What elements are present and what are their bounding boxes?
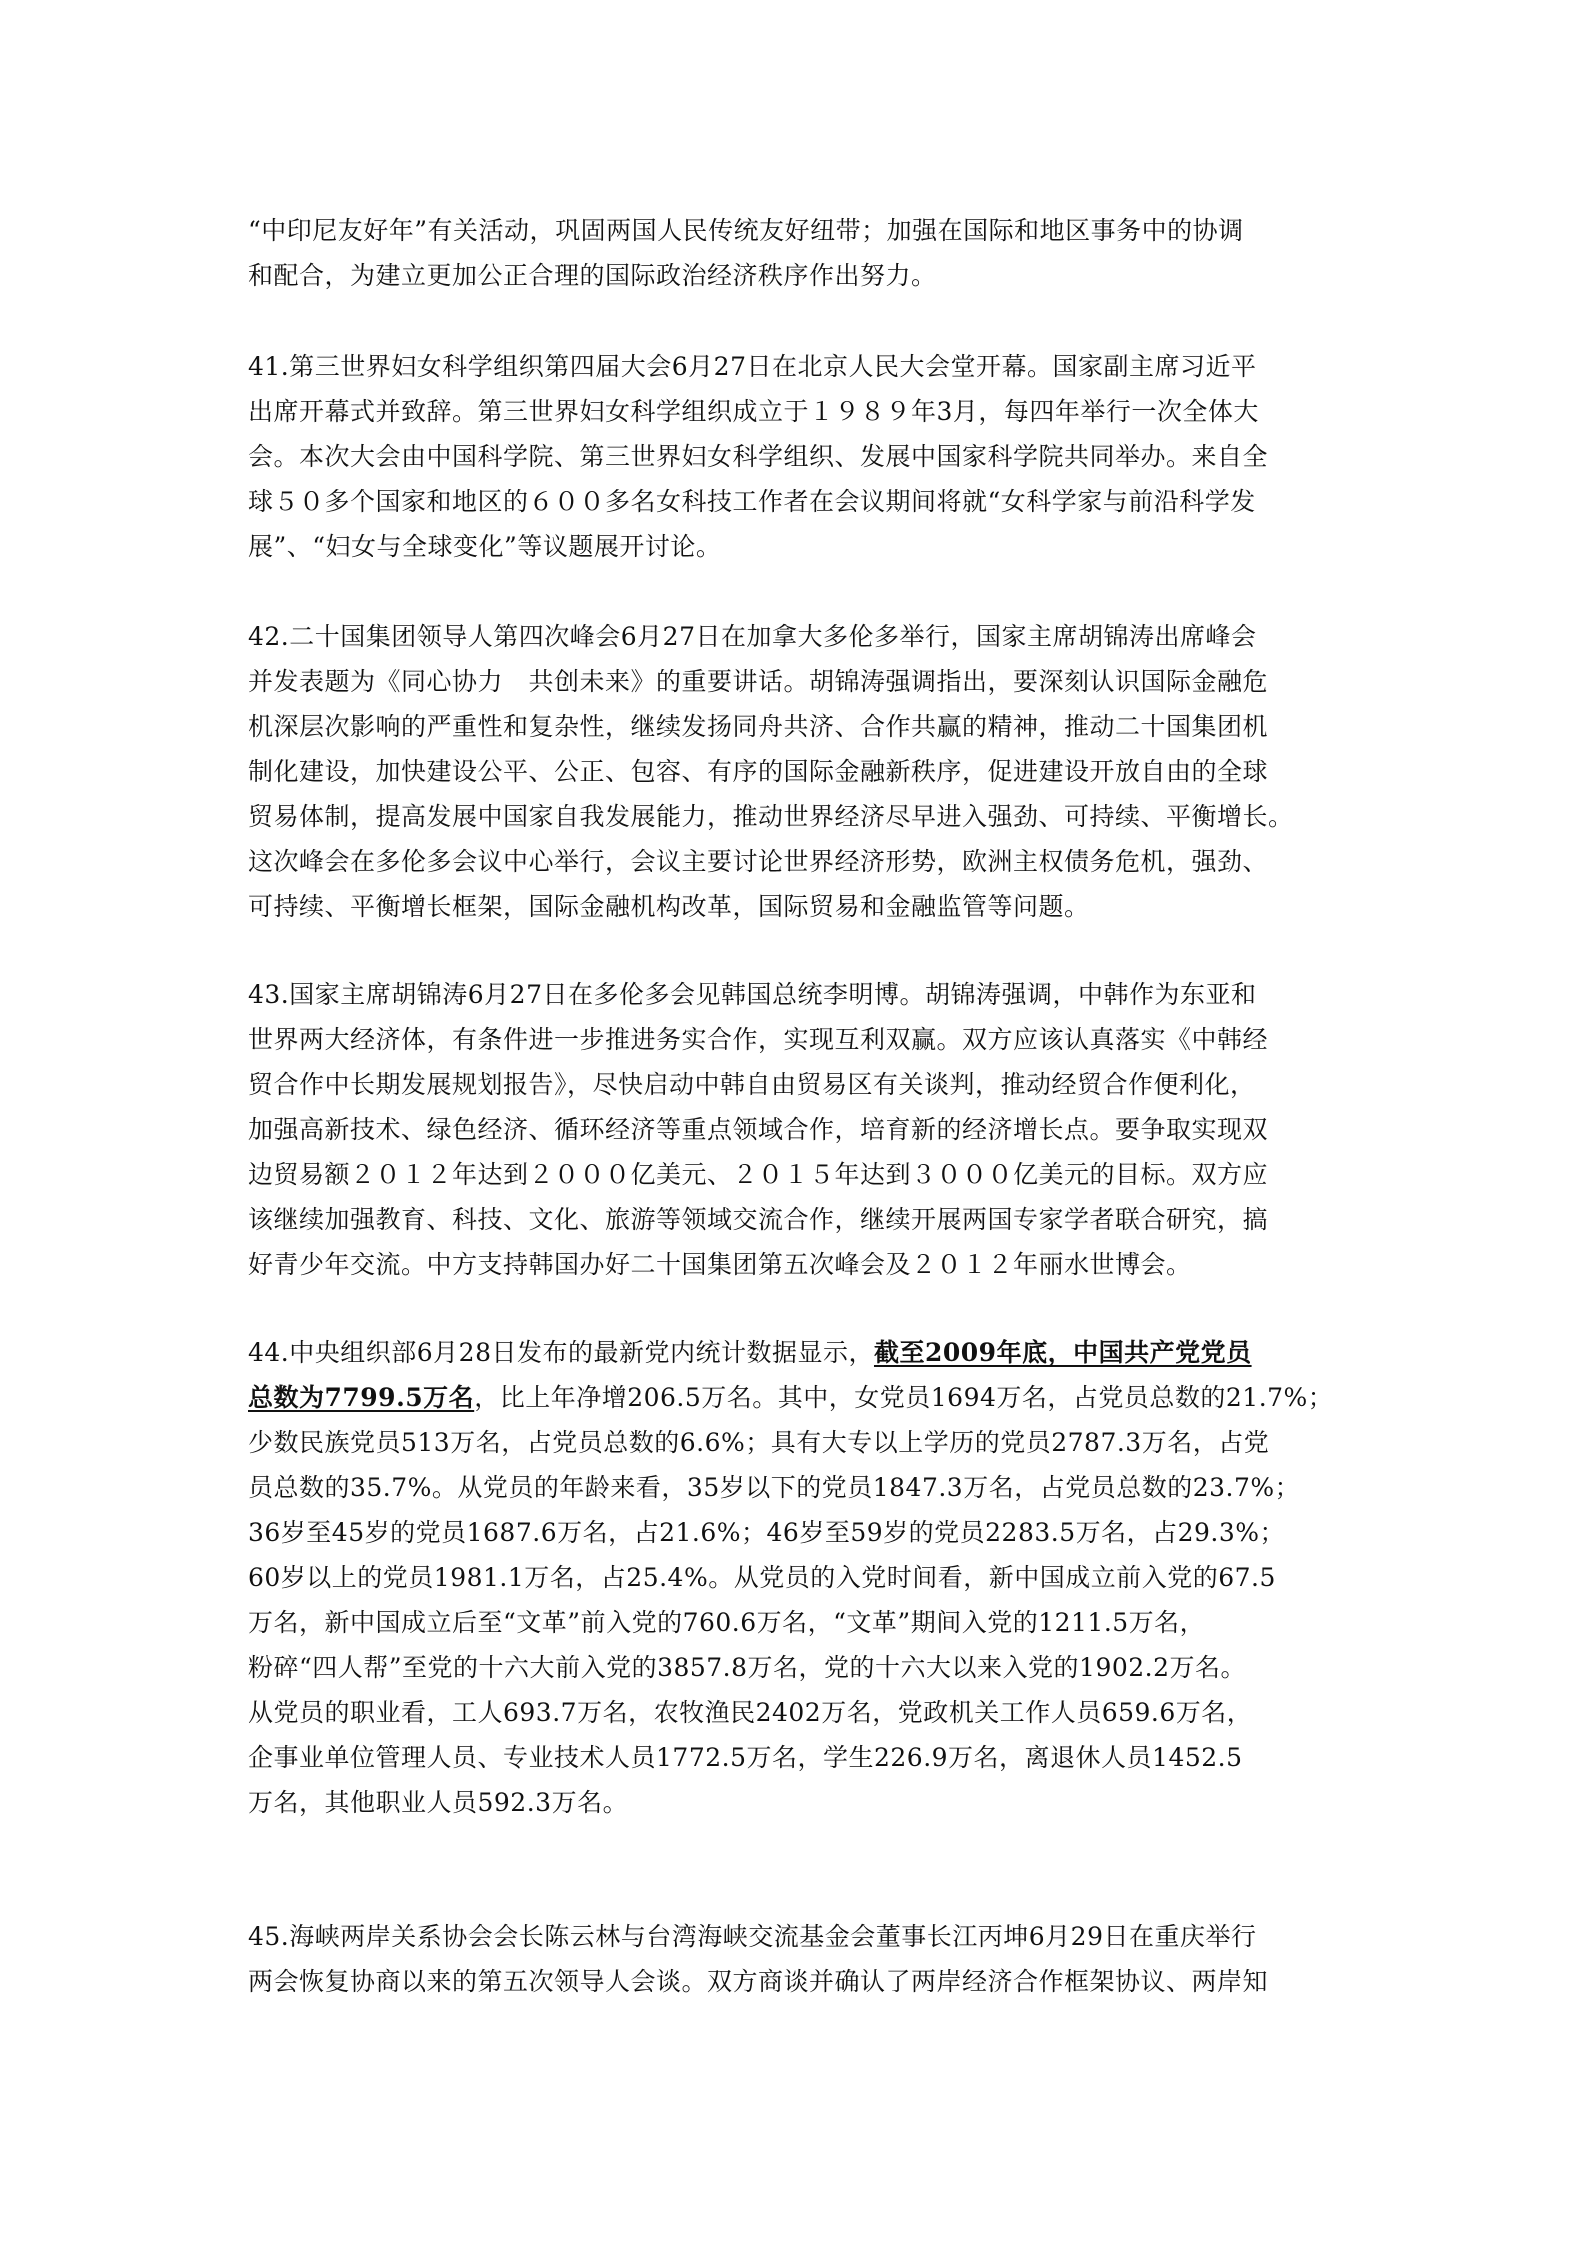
text-line: 总数为7799.5万名，比上年净增206.5万名。其中，女党员1694万名，占党员总数的21.7%； [248,1383,1334,1412]
paragraph-45 [248,1914,1348,2004]
text-line: 世界两大经济体，有条件进一步推进务实合作，实现互利双赢。双方应该认真落实《中韩经 [248,1025,1269,1054]
text-line: “中印尼友好年”有关活动，巩固两国人民传统友好纽带；加强在国际和地区事务中的协调 [248,216,1244,245]
paragraph-43 [248,972,1348,1287]
text-line: 加强高新技术、绿色经济、循环经济等重点领域合作，培育新的经济增长点。要争取实现双 [248,1115,1269,1144]
text-line: 会。本次大会由中国科学院、第三世界妇女科学组织、发展中国家科学院共同举办。来自全 [248,442,1269,471]
text-line: 这次峰会在多伦多会议中心举行，会议主要讨论世界经济形势，欧洲主权债务危机，强劲、 [248,847,1269,876]
text-line: 出席开幕式并致辞。第三世界妇女科学组织成立于１９８９年3月，每四年举行一次全体大 [248,397,1259,426]
text-line: 边贸易额２０１２年达到２０００亿美元、２０１５年达到３０００亿美元的目标。双方应 [248,1160,1269,1189]
text-line: 从党员的职业看，工人693.7万名，农牧渔民2402万名，党政机关工作人员659.6万名， [248,1698,1253,1727]
text-line: 43.国家主席胡锦涛6月27日在多伦多会见韩国总统李明博。胡锦涛强调，中韩作为东亚和 [248,980,1257,1009]
text-line: 41.第三世界妇女科学组织第四届大会6月27日在北京人民大会堂开幕。国家副主席习近平 [248,352,1257,381]
paragraph-40-continuation [248,208,1348,298]
paragraph-42 [248,614,1348,929]
text-line: 万名，新中国成立后至“文革”前入党的760.6万名，“文革”期间入党的1211.5万名， [248,1608,1206,1637]
text-line: 企事业单位管理人员、专业技术人员1772.5万名，学生226.9万名，离退休人员1452.5 [248,1743,1243,1772]
text-line: 并发表题为《同心协力 共创未来》的重要讲话。胡锦涛强调指出，要深刻认识国际金融危 [248,667,1269,696]
paragraph-41 [248,344,1348,569]
text-line: 员总数的35.7%。从党员的年龄来看，35岁以下的党员1847.3万名，占党员总数的23.7%； [248,1473,1301,1502]
text-line: 贸合作中长期发展规划报告》，尽快启动中韩自由贸易区有关谈判，推动经贸合作便利化， [248,1070,1256,1099]
text-line: 可持续、平衡增长框架，国际金融机构改革，国际贸易和金融监管等问题。 [248,892,1090,921]
highlighted-statistic: 总数为7799.5万名 [248,1383,475,1412]
text-line: 展”、“妇女与全球变化”等议题展开讨论。 [248,532,722,561]
text-line: 粉碎“四人帮”至党的十六大前入党的3857.8万名，党的十六大以来入党的1902.2万名。 [248,1653,1247,1682]
text-line: 该继续加强教育、科技、文化、旅游等领域交流合作，继续开展两国专家学者联合研究，搞 [248,1205,1269,1234]
text-line: 45.海峡两岸关系协会会长陈云林与台湾海峡交流基金会董事长江丙坤6月29日在重庆举行 [248,1922,1257,1951]
text-line: 少数民族党员513万名，占党员总数的6.6%；具有大专以上学历的党员2787.3万名，占党 [248,1428,1270,1457]
text-line: 42.二十国集团领导人第四次峰会6月27日在加拿大多伦多举行，国家主席胡锦涛出席峰会 [248,622,1257,651]
text-line: 制化建设，加快建设公平、公正、包容、有序的国际金融新秩序，促进建设开放自由的全球 [248,757,1269,786]
highlighted-statistic: 截至2009年底，中国共产党党员 [873,1338,1252,1367]
text-line: 万名，其他职业人员592.3万名。 [248,1788,629,1817]
text-line: 球５０多个国家和地区的６００多名女科技工作者在会议期间将就“女科学家与前沿科学发 [248,487,1256,516]
text-line: 36岁至45岁的党员1687.6万名，占21.6%；46岁至59岁的党员2283.5万名，占29.3%； [248,1518,1286,1547]
text-line: 好青少年交流。中方支持韩国办好二十国集团第五次峰会及２０１２年丽水世博会。 [248,1250,1192,1279]
text-line: 机深层次影响的严重性和复杂性，继续发扬同舟共济、合作共赢的精神，推动二十国集团机 [248,712,1269,741]
text-line: 和配合，为建立更加公正合理的国际政治经济秩序作出努力。 [248,261,937,290]
text-line: 贸易体制，提高发展中国家自我发展能力，推动世界经济尽早进入强劲、可持续、平衡增长。 [248,802,1294,831]
text-line: 两会恢复协商以来的第五次领导人会谈。双方商谈并确认了两岸经济合作框架协议、两岸知 [248,1967,1269,1996]
paragraph-44 [248,1330,1348,1825]
text-line: 44.中央组织部6月28日发布的最新党内统计数据显示，截至2009年底，中国共产党党员 [248,1338,1252,1367]
text-line: 60岁以上的党员1981.1万名，占25.4%。从党员的入党时间看，新中国成立前入党的67.5 [248,1563,1276,1592]
